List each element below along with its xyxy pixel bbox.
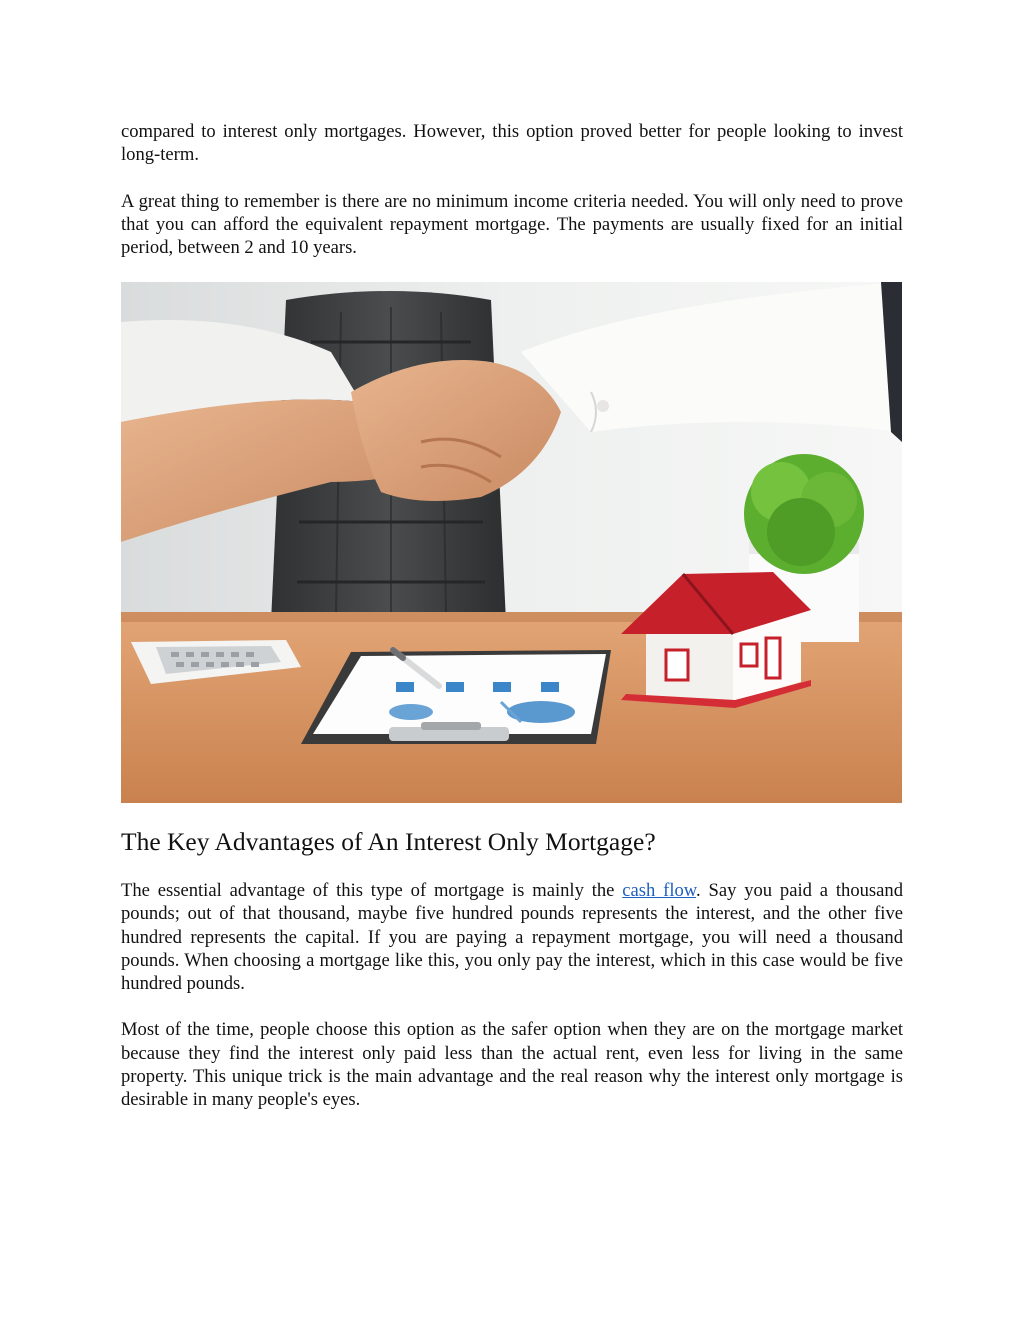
advantages-paragraph-2: Most of the time, people choose this option as the safer option when they are on the mortgage market because they find the interest only paid less than the actual rent, even less for living in the same property. This unique trick is the main advantage and the real reason why the interest only mortgage is desirable in many people's eyes. <box>121 1019 903 1111</box>
advantages-paragraph-1-start: The essential advantage of this type of mortgage is mainly the <box>121 880 623 901</box>
advantages-paragraph-1-end: . Say you paid a thousand pounds; out of that thousand, maybe five hundred pounds represents the interest, and the other five hundred represents the capital. If you are paying a repayment mortgage, you will need a thousand pounds. When choosing a mortgage like this, you only pay the interest, which in this case would be five hundred pounds. <box>121 880 904 995</box>
intro-paragraph-1: compared to interest only mortgages. However, this option proved better for people looking to invest long-term. <box>121 121 903 166</box>
intro-section <box>121 120 903 259</box>
handshake-house-photo <box>121 282 902 803</box>
advantages-section <box>121 879 903 1112</box>
advantages-paragraph-1 <box>121 879 903 995</box>
cash-flow-link[interactable]: cash flow <box>622 880 697 901</box>
section-heading: The Key Advantages of An Interest Only Mortgage? <box>121 827 656 856</box>
intro-paragraph-2: A great thing to remember is there are no minimum income criteria needed. You will only need to prove that you can afford the equivalent repayment mortgage. The payments are usually fixed for an initial period, between 2 and 10 years. <box>121 190 903 259</box>
